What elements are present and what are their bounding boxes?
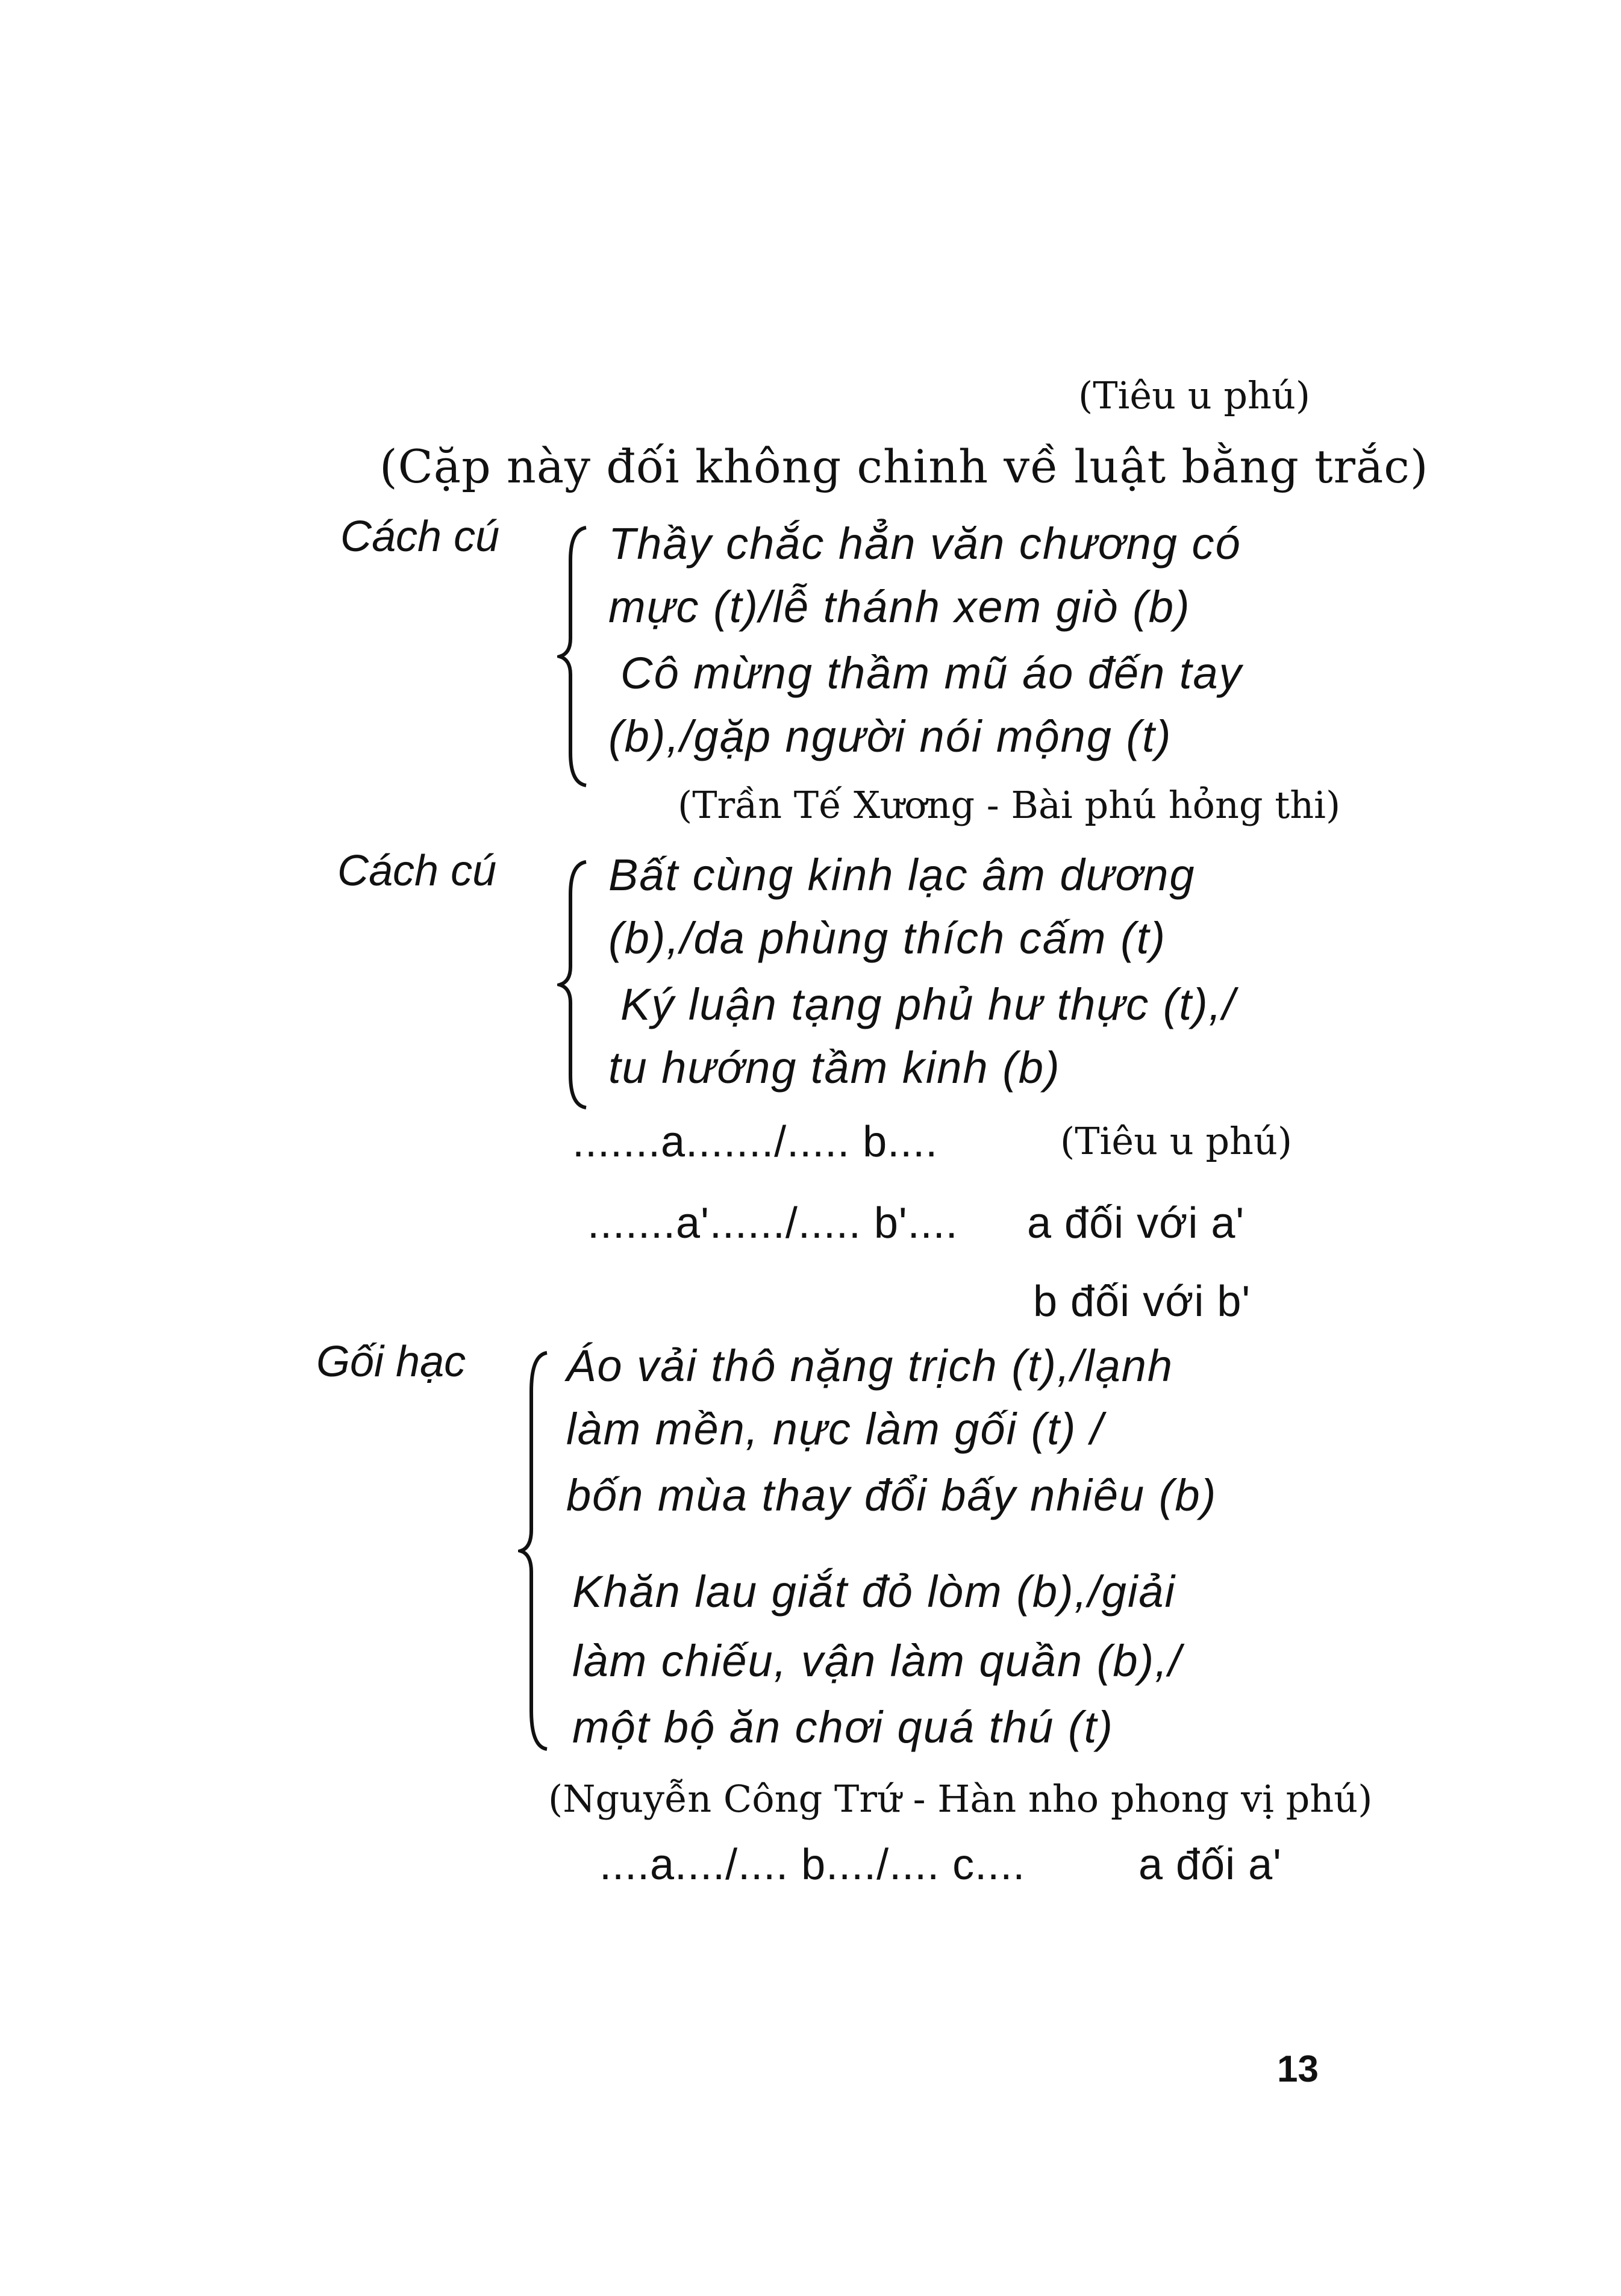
section1-line-2: mực (t)/lễ thánh xem giò (b) xyxy=(608,582,1191,632)
scheme-line-3-note: b đối với b' xyxy=(1033,1277,1251,1326)
section1-source: (Trần Tế Xương - Bài phú hỏng thi) xyxy=(678,783,1341,827)
note-line: (Cặp này đối không chinh về luật bằng trắc) xyxy=(379,440,1429,493)
section1-line-1: Thầy chắc hẳn văn chương có xyxy=(608,519,1242,569)
section1-brace-icon xyxy=(557,524,593,789)
section2-line-3: Ký luận tạng phủ hư thực (t),/ xyxy=(620,979,1236,1029)
section3-source: (Nguyễn Công Trứ - Hàn nho phong vị phú) xyxy=(548,1777,1373,1821)
section3-line-5: làm chiếu, vận làm quần (b),/ xyxy=(572,1636,1182,1686)
scheme-line-1-source: (Tiêu u phú) xyxy=(1060,1119,1293,1163)
section2-brace-icon xyxy=(557,858,593,1111)
page-number: 13 xyxy=(1277,2048,1319,2090)
section3-scheme-note: a đối a' xyxy=(1138,1841,1282,1889)
section1-label: Cách cú xyxy=(340,513,500,561)
section3-line-4: Khăn lau giắt đỏ lòm (b),/giải xyxy=(572,1567,1176,1617)
section3-label: Gối hạc xyxy=(316,1338,466,1386)
section2-line-4: tu hướng tầm kinh (b) xyxy=(608,1043,1061,1093)
scheme-line-1: .......a......./..... b.... xyxy=(572,1118,939,1166)
section1-line-3: Cô mừng thầm mũ áo đến tay xyxy=(620,648,1243,698)
section3-scheme: ....a..../.... b..../.... c.... xyxy=(599,1841,1026,1889)
scheme-line-2: .......a'....../..... b'.... xyxy=(587,1199,958,1247)
top-source-citation: (Tiêu u phú) xyxy=(1078,373,1311,417)
section3-line-6: một bộ ăn chơi quá thú (t) xyxy=(572,1702,1114,1752)
section2-line-2: (b),/da phùng thích cấm (t) xyxy=(608,913,1166,963)
section3-line-2: làm mền, nực làm gối (t) / xyxy=(566,1404,1104,1454)
section3-line-1: Áo vải thô nặng trịch (t),/lạnh xyxy=(566,1341,1174,1391)
section1-line-4: (b),/gặp người nói mộng (t) xyxy=(608,711,1172,761)
scheme-line-2-note: a đối với a' xyxy=(1027,1199,1245,1247)
section2-label: Cách cú xyxy=(337,847,497,895)
section3-brace-icon xyxy=(518,1349,554,1753)
section2-line-1: Bất cùng kinh lạc âm dương xyxy=(608,850,1196,900)
section3-line-3: bốn mùa thay đổi bấy nhiêu (b) xyxy=(566,1470,1217,1520)
